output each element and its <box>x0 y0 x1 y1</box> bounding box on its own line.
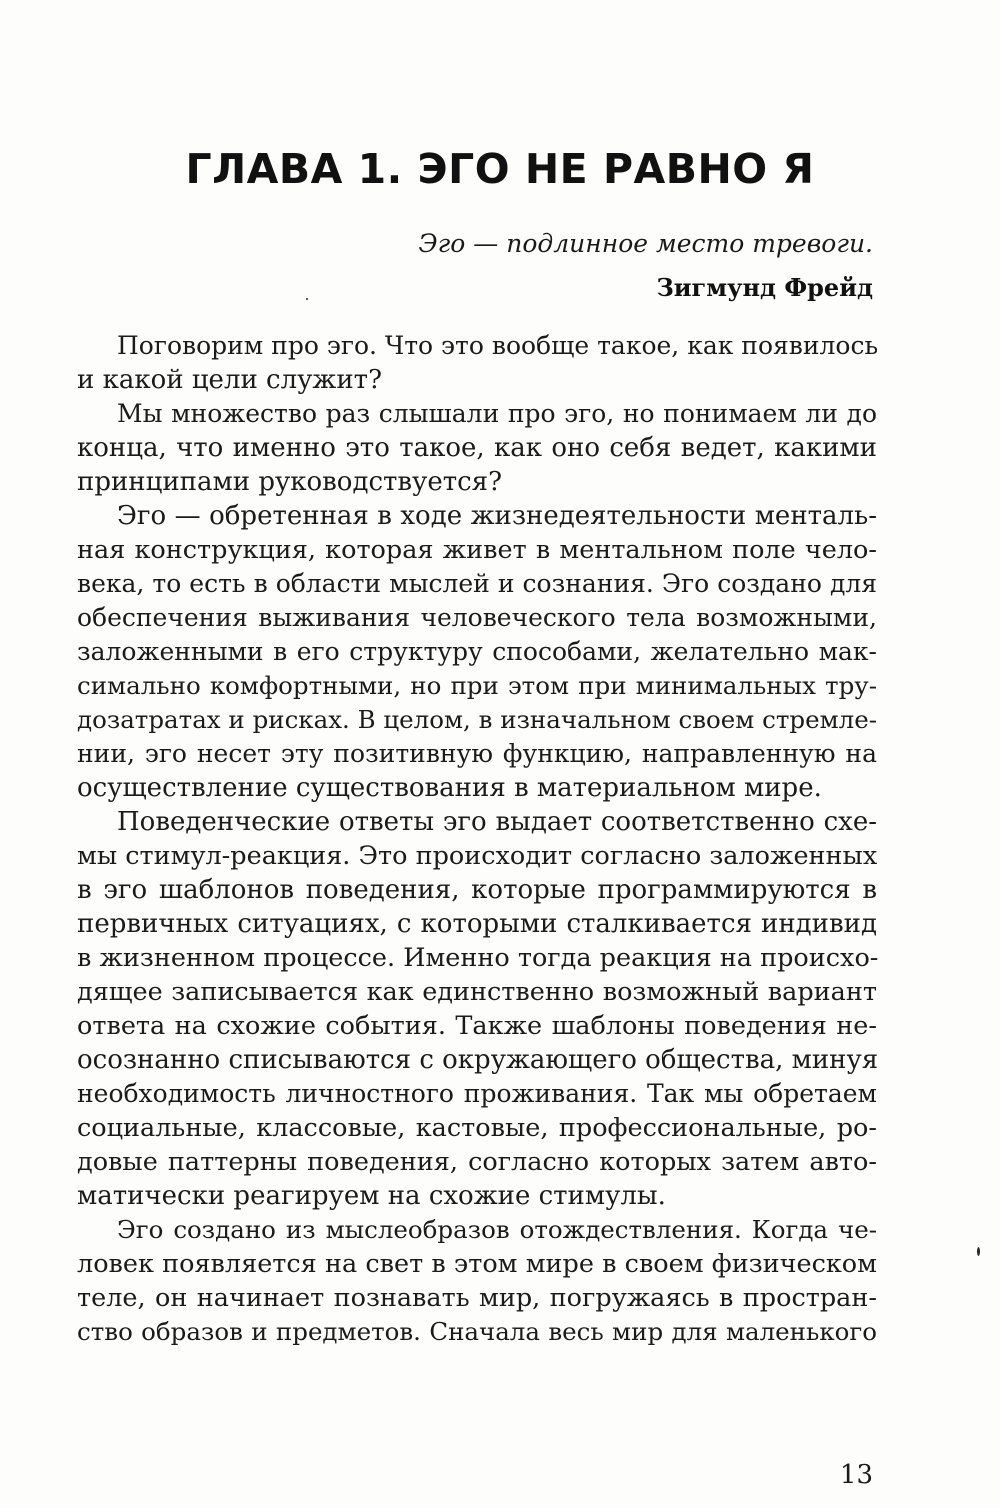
text-line: первичных ситуациях, с которыми сталкивается индивид <box>77 909 877 939</box>
text-line: ловек появляется на свет в этом мире в своем физическом <box>77 1249 877 1279</box>
text-line: Поведенческие ответы эго выдает соответственно схе- <box>117 807 877 837</box>
chapter-title: ГЛАВА 1. ЭГО НЕ РАВНО Я <box>185 145 815 193</box>
text-line: конца, что именно это такое, как оно себя ведет, какими <box>77 433 877 463</box>
text-line: ответа на схожие события. Также шаблоны поведения не- <box>77 1011 877 1041</box>
text-line: дящее записывается как единственно возможный вариант <box>77 977 877 1007</box>
epigraph-author: Зигмунд Фрейд <box>656 273 873 302</box>
epigraph-quote: Эго — подлинное место тревоги. <box>418 229 873 258</box>
epigraph <box>419 222 873 310</box>
text-line: осуществление существования в материальном мире. <box>77 773 822 803</box>
text-line: в эго шаблонов поведения, которые программируются в <box>77 875 877 905</box>
text-line: заложенными в его структуру способами, желательно мак- <box>77 637 877 666</box>
text-line: Мы множество раз слышали про эго, но понимаем ли до <box>117 399 877 428</box>
text-line: дозатратах и рисках. В целом, в изначальном своем стремле- <box>77 705 877 734</box>
text-line: ная конструкция, которая живет в ментальном поле чело- <box>77 535 877 565</box>
scan-speck <box>977 1247 980 1256</box>
text-line: довые паттерны поведения, согласно которых затем авто- <box>77 1147 877 1177</box>
text-line: симально комфортными, но при этом при минимальных тру- <box>77 671 877 700</box>
text-line: теле, он начинает познавать мир, погружаясь в простран- <box>77 1283 877 1313</box>
text-line: нии, эго несет эту позитивную функцию, направленную на <box>77 739 877 768</box>
text-line: ство образов и предметов. Сначала весь мир для маленького <box>77 1317 877 1346</box>
body-text <box>77 329 877 1349</box>
scan-speck <box>306 298 308 300</box>
text-line: века, то есть в области мыслей и сознания. Эго создано для <box>77 569 877 598</box>
text-line: мы стимул-реакция. Это происходит согласно заложенных <box>77 841 878 871</box>
text-line: обеспечения выживания человеческого тела возможными, <box>77 603 877 632</box>
text-line: осознанно списываются с окружающего общества, минуя <box>77 1045 879 1075</box>
text-line: Поговорим про эго. Что это вообще такое, как появилось <box>117 331 879 360</box>
text-line: Эго — обретенная в ходе жизнедеятельности менталь- <box>117 501 877 531</box>
text-line: матически реагируем на схожие стимулы. <box>77 1181 666 1211</box>
text-line: и какой цели служит? <box>77 365 383 395</box>
text-line: необходимость личностного проживания. Так мы обретаем <box>77 1079 877 1108</box>
text-line: социальные, классовые, кастовые, профессиональные, ро- <box>77 1113 877 1143</box>
text-line: принципами руководствуется? <box>77 467 503 497</box>
text-line: Эго создано из мыслеобразов отождествления. Когда че- <box>117 1215 877 1244</box>
page-number: 13 <box>839 1460 873 1490</box>
text-line: в жизненном процессе. Именно тогда реакция на происхо- <box>77 943 879 973</box>
